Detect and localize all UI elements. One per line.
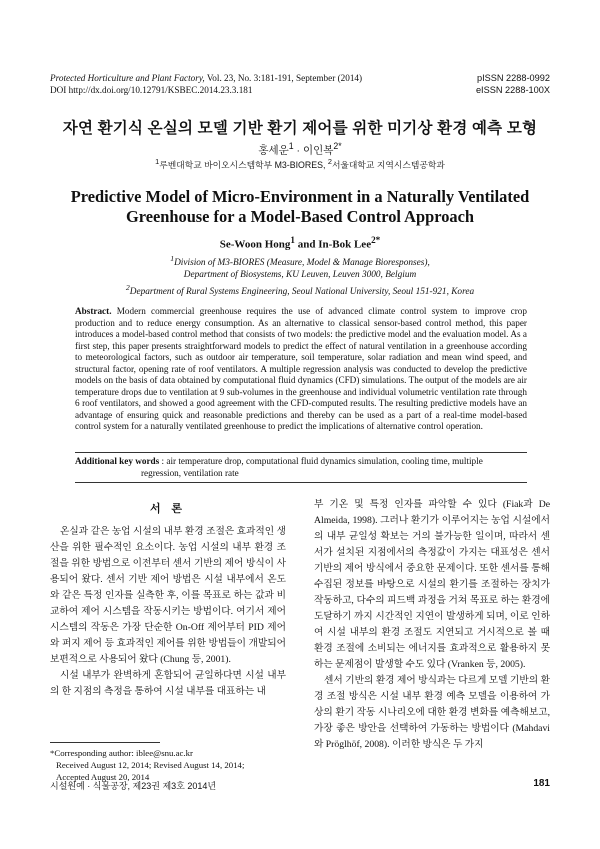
keywords-top-divider bbox=[75, 452, 527, 453]
korean-title: 자연 환기식 온실의 모델 기반 환기 제어를 위한 미기상 환경 예측 모형 bbox=[62, 120, 538, 137]
english-affil-1-superscript: 1 bbox=[170, 254, 175, 263]
abstract bbox=[75, 306, 527, 433]
corresponding-author: *Corresponding author: iblee@snu.ac.kr bbox=[50, 748, 193, 758]
english-affil-2-superscript: 2 bbox=[125, 282, 130, 292]
page-number: 181 bbox=[533, 778, 550, 789]
english-title: Predictive Model of Micro-Environment in a Naturally Ventilated Greenhouse for a Model-Based Control Approach bbox=[70, 187, 530, 226]
body-column-right bbox=[314, 497, 550, 753]
journal-volume: Vol. 23, No. 3:181-191, September (2014) bbox=[204, 73, 363, 83]
korean-affiliations bbox=[0, 157, 600, 171]
journal-name: Protected Horticulture and Plant Factory, bbox=[50, 73, 205, 83]
english-affiliation-2-line bbox=[0, 282, 600, 299]
english-affiliation-2: Department of Rural Systems Engineering, Seoul National University, Seoul 151-921, Korea bbox=[129, 286, 475, 297]
footnote bbox=[50, 747, 290, 783]
abstract-text: Modern commercial greenhouse requires the use of advanced climate control system to improve crop production and to reduce energy consumption. As an alternative to classical sensor-based control method, this paper introduces a model-based control method that consists of two models: the predictive model and the evaluation model. As a first step, this paper presents straightforward models to predict the effect of natural ventilation in a greenhouse according to meteorological factors, such as outdoor air temperature, soil temperature, solar radiation and mean wind speed, and structural factor, opening rate of roof ventilators. A multiple regression analysis was conducted to develop the predictive models on the basis of data obtained by computational fluid dynamics (CFD) simulations. The output of the models are air temperature drops due to ventilation at 9 sub-volumes in the greenhouse and individual volumetric ventilation rate through 6 roof ventilators, and showed a good agreement with the CFD-computed results. The resulting predictive models have an advantage of ensuring quick and reasonable predictions and thereby can be used as a part of a real-time model-based control system for a naturally ventilated greenhouse to predict the implications of alternative control operation. bbox=[75, 306, 527, 431]
section-title-introduction: 서 론 bbox=[149, 503, 186, 515]
korean-affiliation-1: 루벤대학교 바이오시스템학부 M3-BIORES, bbox=[159, 159, 328, 170]
korean-author-2: 이인복 bbox=[302, 144, 334, 157]
affil-1-superscript: 1 bbox=[155, 157, 160, 166]
keywords-line-2: regression, ventilation rate bbox=[141, 467, 239, 478]
author-separator: · bbox=[293, 144, 303, 157]
body-column-left bbox=[50, 524, 286, 700]
english-author-2-superscript: 2* bbox=[371, 235, 381, 245]
english-author-1: Se-Woon Hong bbox=[219, 238, 291, 251]
author-2-superscript: 2* bbox=[333, 141, 342, 151]
english-authors bbox=[0, 235, 600, 251]
keywords-bottom-divider bbox=[75, 482, 527, 483]
keywords-label: Additional key words bbox=[75, 456, 160, 466]
received-date: Received August 12, 2014; Revised August 14, 2014; bbox=[56, 760, 245, 770]
keywords-line-1: : air temperature drop, computational fluid dynamics simulation, cooling time, multiple bbox=[159, 456, 483, 466]
english-affiliation-1: Division of M3-BIORES (Measure, Model & Manage Bioresponses), bbox=[174, 258, 430, 269]
body-paragraph: 부 기온 및 특정 인자를 파악할 수 있다 (Fiak과 De Almeida, 1998). 그러나 환기가 이루어지는 농업 시설에서의 내부 균일성 확보는 거의 불가능한 일이며, 따라서 센서가 설치된 지점에서의 측정값이 가지는 대표성은 센서 기반의 제어 방식에서 중요한 문제이다. 또한 센서를 통해 수집된 정보를 바탕으로 시설의 환기를 조절하는 장치가 작동하고, 다수의 피드백 과정을 거쳐 목표로 하는 환경에 도달하기 까지 시간적인 지연이 발생하게 되며, 이로 인하여 시설 내부의 환경 조절도 지연되고 거시적으로 볼 때 환경 조절에 소비되는 에너지를 효과적으로 활용하지 못하는 문제점이 발생할 수도 있다 (Vranken 등, 2005). bbox=[314, 499, 550, 670]
english-affiliation-1-line-1 bbox=[0, 253, 600, 270]
english-affiliations bbox=[0, 253, 600, 299]
body-paragraph: 시설 내부가 완벽하게 혼합되어 균일하다면 시설 내부의 한 지점의 측정을 통하여 시설 내부를 대표하는 내 bbox=[50, 670, 286, 697]
author-conjunction: and bbox=[294, 238, 319, 251]
english-affiliation-1-line-2: Department of Biosystems, KU Leuven, Leuven 3000, Belgium bbox=[183, 269, 417, 280]
doi-link[interactable]: DOI http://dx.doi.org/10.12791/KSBEC.2014.23.3.181 bbox=[50, 84, 253, 95]
pissn: pISSN 2288-0992 bbox=[476, 73, 550, 83]
korean-author-1: 홍세운 bbox=[258, 144, 289, 157]
korean-affiliation-2: 서울대학교 지역시스템공학과 bbox=[331, 159, 445, 170]
body-paragraph: 센서 기반의 환경 제어 방식과는 다르게 모델 기반의 환경 조절 방식은 시설 내부 환경 예측 모델을 이용하여 가상의 환기 작동 시나리오에 대한 환경 변화를 예측해보고, 가장 좋은 방안을 선택하여 가동하는 방법이다 (Mahdavi와 Pröglhöf, 2008). 이러한 방식은 두 가지 bbox=[314, 675, 550, 750]
english-author-2: In-Bok Lee bbox=[318, 238, 372, 251]
journal-header bbox=[50, 73, 362, 96]
keywords bbox=[75, 456, 527, 479]
korean-authors bbox=[0, 141, 600, 158]
abstract-label: Abstract. bbox=[75, 306, 112, 316]
footer-journal: 시설원예 · 식물공장, 제23권 제3호 2014년 bbox=[50, 781, 217, 791]
author-1-superscript: 1 bbox=[288, 141, 294, 151]
footnote-divider bbox=[50, 742, 160, 743]
accepted-date: Accepted August 20, 2014 bbox=[56, 772, 150, 782]
english-author-1-superscript: 1 bbox=[290, 235, 295, 245]
eissn: eISSN 2288-100X bbox=[475, 84, 550, 95]
issn-block bbox=[476, 73, 550, 96]
journal-citation bbox=[50, 73, 362, 85]
body-paragraph: 온실과 같은 농업 시설의 내부 환경 조절은 효과적인 생산을 위한 필수적인 요소이다. 농업 시설의 내부 환경 조절을 위한 방법으로 이전부터 센서 기반의 제어 방식이 사용되어 왔다. 센서 기반 제어 방법은 시설 내부에서 온도와 같은 특정 인자를 실측한 후, 이를 목표로 하는 값과 비교하여 제어 시스템을 작동시키는 방법이다. 여기서 제어 시스템의 작동은 가장 단순한 On-Off 제어부터 PID 제어와 퍼지 제어 등 효과적인 제어를 위한 방법들이 개발되어 보편적으로 사용되어 왔다 (Chung 등, 2001). bbox=[50, 526, 286, 665]
affil-2-superscript: 2 bbox=[327, 157, 332, 166]
